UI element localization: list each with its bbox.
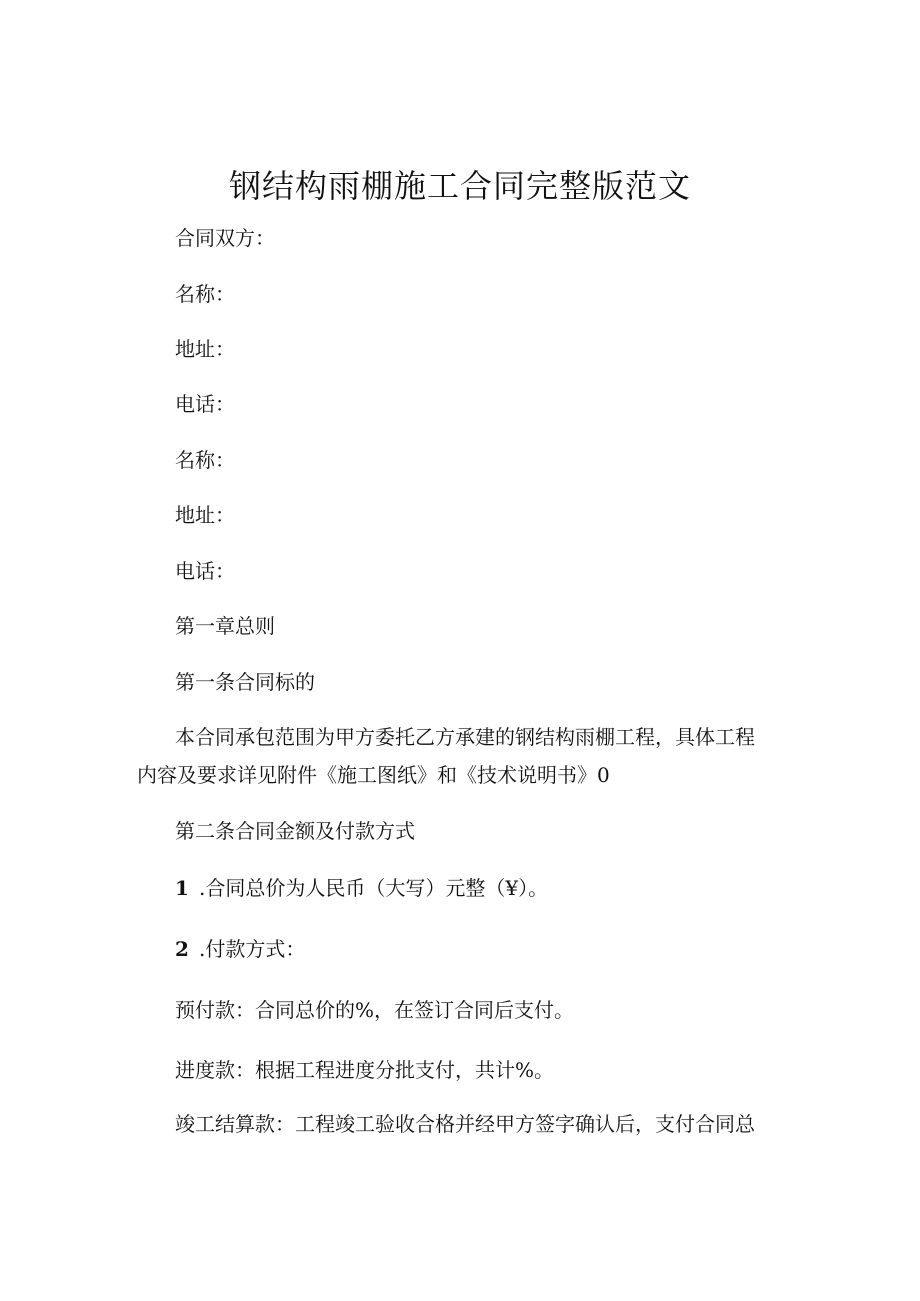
party-a-phone-label: 电话：	[175, 392, 235, 416]
list-item-2	[175, 933, 305, 965]
list-item-2-number: 2	[175, 937, 189, 961]
advance-payment-line: 预付款：合同总价的%，在签订合同后支付。	[175, 998, 575, 1022]
party-b-address-label: 地址：	[175, 503, 235, 527]
article1-text: 本合同承包范围为甲方委托乙方承建的钢结构雨棚工程，具体工程内容及要求详见附件《施工图纸》和《技术说明书》0	[137, 725, 755, 787]
article1-paragraph	[137, 718, 765, 794]
parties-label: 合同双方：	[175, 226, 275, 250]
list-item-1-text: .合同总价为人民币（大写）元整（¥）。	[199, 876, 549, 900]
article1-heading: 第一条合同标的	[175, 670, 315, 694]
progress-payment-line: 进度款：根据工程进度分批支付，共计%。	[175, 1058, 555, 1082]
chapter1-heading: 第一章总则	[175, 614, 275, 638]
party-a-name-label: 名称：	[175, 282, 235, 306]
party-b-phone-label: 电话：	[175, 559, 235, 583]
article2-heading: 第二条合同金额及付款方式	[175, 819, 415, 843]
party-a-address-label: 地址：	[175, 337, 235, 361]
final-payment-line: 竣工结算款：工程竣工验收合格并经甲方签字确认后，支付合同总	[175, 1112, 755, 1136]
list-item-1	[175, 872, 548, 904]
document-title: 钢结构雨棚施工合同完整版范文	[228, 167, 691, 205]
party-b-name-label: 名称：	[175, 448, 235, 472]
list-item-1-number: 1	[175, 876, 189, 900]
list-item-2-text: .付款方式：	[199, 937, 306, 961]
